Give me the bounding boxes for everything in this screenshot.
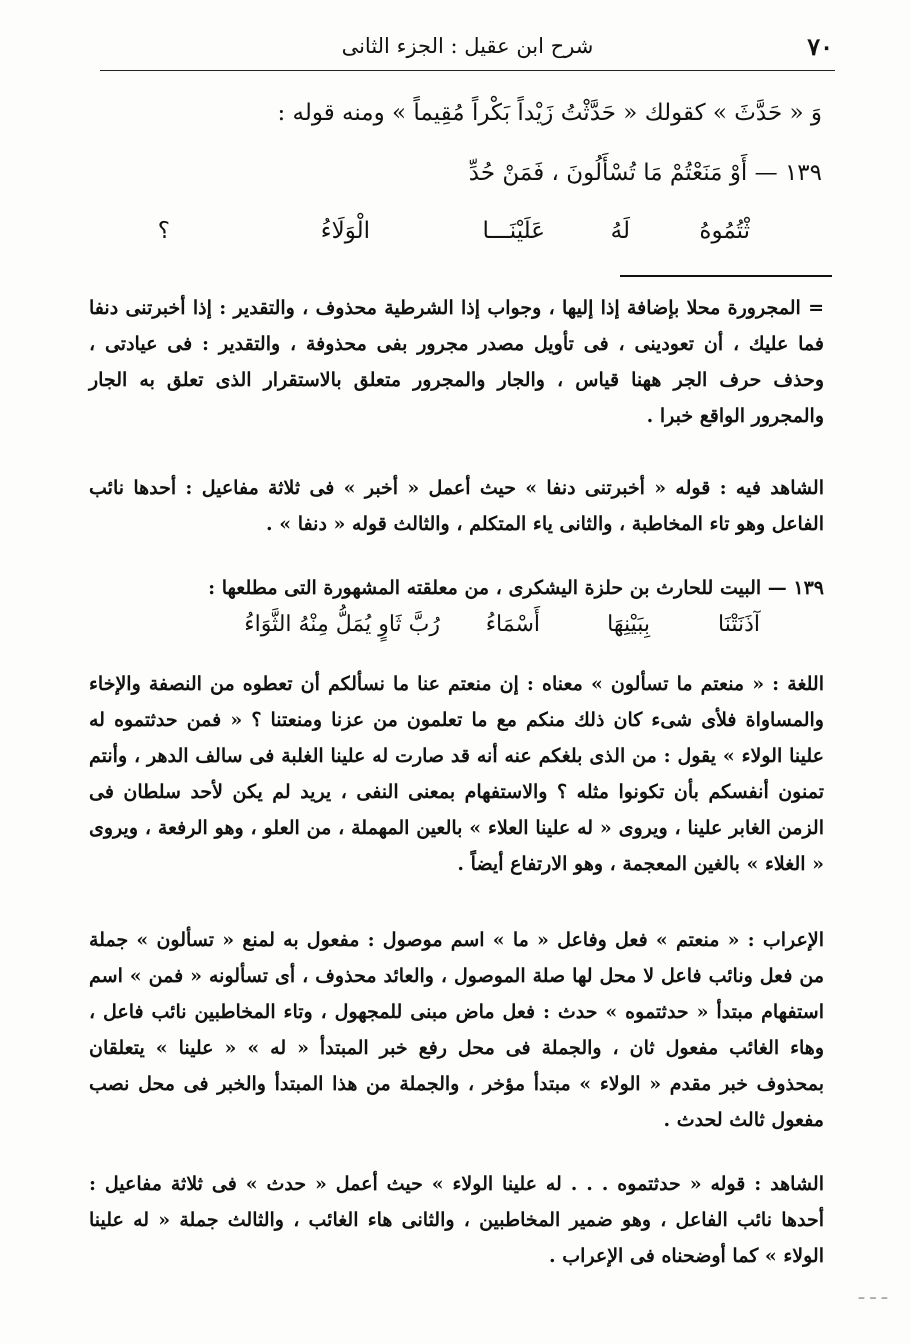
verse-line-first-hemistich: ١٣٩ — أَوْ مَنَعْتُمْ مَا تُسْأَلُونَ ، فَمَنْ حُدِّ — [468, 160, 822, 186]
verse-word: لَهُ — [610, 218, 630, 244]
couplet-word: بِبَيْنِهَا — [607, 612, 650, 637]
verse-intro-line: وَ « حَدَّثَ » كقولك « حَدَّثْتُ زَيْداً بَكْراً مُقِيماً » ومنه قوله : — [277, 100, 822, 126]
footnote-paragraph: اللغة : « منعتم ما تسألون » معناه : إن منعتم عنا ما نسألكم أن تعطوه من النصفة والإخاء والمساواة فلأى شىء كان ذلك منكم مع ما تعلمون من عزنا ومنعتنا ؟ « فمن حدثتموه له علينا الولاء » يقول : من الذى بلغكم عنه أنه قد صارت له علينا الغلبة فى سالف الدهر ، وأنتم تمنون أنفسكم بأن تكونوا مثله ؟ والاستفهام بمعنى النفى ، يريد لم يكن لأحد سلطان فى الزمن الغابر علينا ، ويروى « له علينا العلاء » بالعين المهملة ، من العلو ، وهو الرفعة ، ويروى « الغلاء » بالغين المعجمة ، وهو الارتفاع أيضاً . — [89, 673, 824, 875]
verse-word: عَلَيْنَـــا — [482, 218, 545, 244]
footnote-paragraph: الشاهد : قوله « حدثتموه . . . له علينا الولاء » حيث أعمل « حدث » فى ثلاثة مفاعيل : أحدها نائب الفاعل ، وهو ضمير المخاطبين ، والثانى هاء الغائب ، والثالث جملة « له علينا الولاء » كما أوضحناه فى الإعراب . — [89, 1173, 824, 1267]
verse-word: الْوَلَاءُ — [320, 218, 370, 244]
footnote-paragraph: ١٣٩ — البيت للحارث بن حلزة اليشكرى ، من معلقته المشهورة التى مطلعها : — [208, 577, 824, 599]
footnote-couplet — [200, 612, 760, 652]
page-header — [100, 30, 835, 71]
margin-marks: – – – — [858, 1290, 888, 1306]
page-number: ٧٠ — [807, 32, 833, 61]
footnote-paragraph: الشاهد فيه : قوله « أخبرتنى دنفا » حيث أعمل « أخبر » فى ثلاثة مفاعيل : أحدها نائب الفاعل وهو تاء المخاطبة ، والثانى ياء المتكلم ، والثالث قوله « دنفا » . — [89, 477, 824, 535]
running-title: شرح ابن عقيل : الجزء الثانى — [341, 34, 594, 58]
footnote-divider — [620, 275, 832, 277]
footnote-paragraph: = المجرورة محلا بإضافة إذا إليها ، وجواب إذا الشرطية محذوف ، والتقدير : إذا أخبرتنى دنفا فما عليك ، أن تعودينى ، فى تأويل مصدر مجرور بفى محذوفة ، والتقدير : فى عيادتى ، وحذف حرف الجر ههنا قياس ، والجار والمجرور متعلق بالاستقرار الذى تعلق به الجار والمجرور الواقع خبرا . — [89, 297, 824, 427]
couplet-word: آذَنَتْنَا — [717, 612, 760, 637]
couplet-word: أَسْمَاءُ — [485, 612, 540, 637]
verse-word: ؟ — [157, 218, 170, 244]
footnote-paragraph: الإعراب : « منعتم » فعل وفاعل « ما » اسم موصول : مفعول به لمنع « تسألون » جملة من فعل ونائب فاعل لا محل لها صلة الموصول ، والعائد محذوف ، أى تسألونه « فمن » اسم استفهام مبتدأ « حدثتموه » حدث : فعل ماض مبنى للمجهول ، وتاء المخاطبين نائب فاعل ، وهاء الغائب مفعول ثان ، والجملة فى محل رفع خبر المبتدأ « له » « علينا » يتعلقان بمحذوف خبر مقدم « الولاء » مبتدأ مؤخر ، والجملة من هذا المبتدأ والخبر فى محل نصب مفعول ثالث لحدث . — [89, 929, 824, 1131]
verse-word: ثْتُمُوهُ — [699, 218, 750, 244]
verse-line-second-hemistich — [150, 218, 750, 258]
couplet-word: رُبَّ ثَاوٍ يُمَلُّ مِنْهُ الثَّوَاءُ — [244, 612, 440, 637]
